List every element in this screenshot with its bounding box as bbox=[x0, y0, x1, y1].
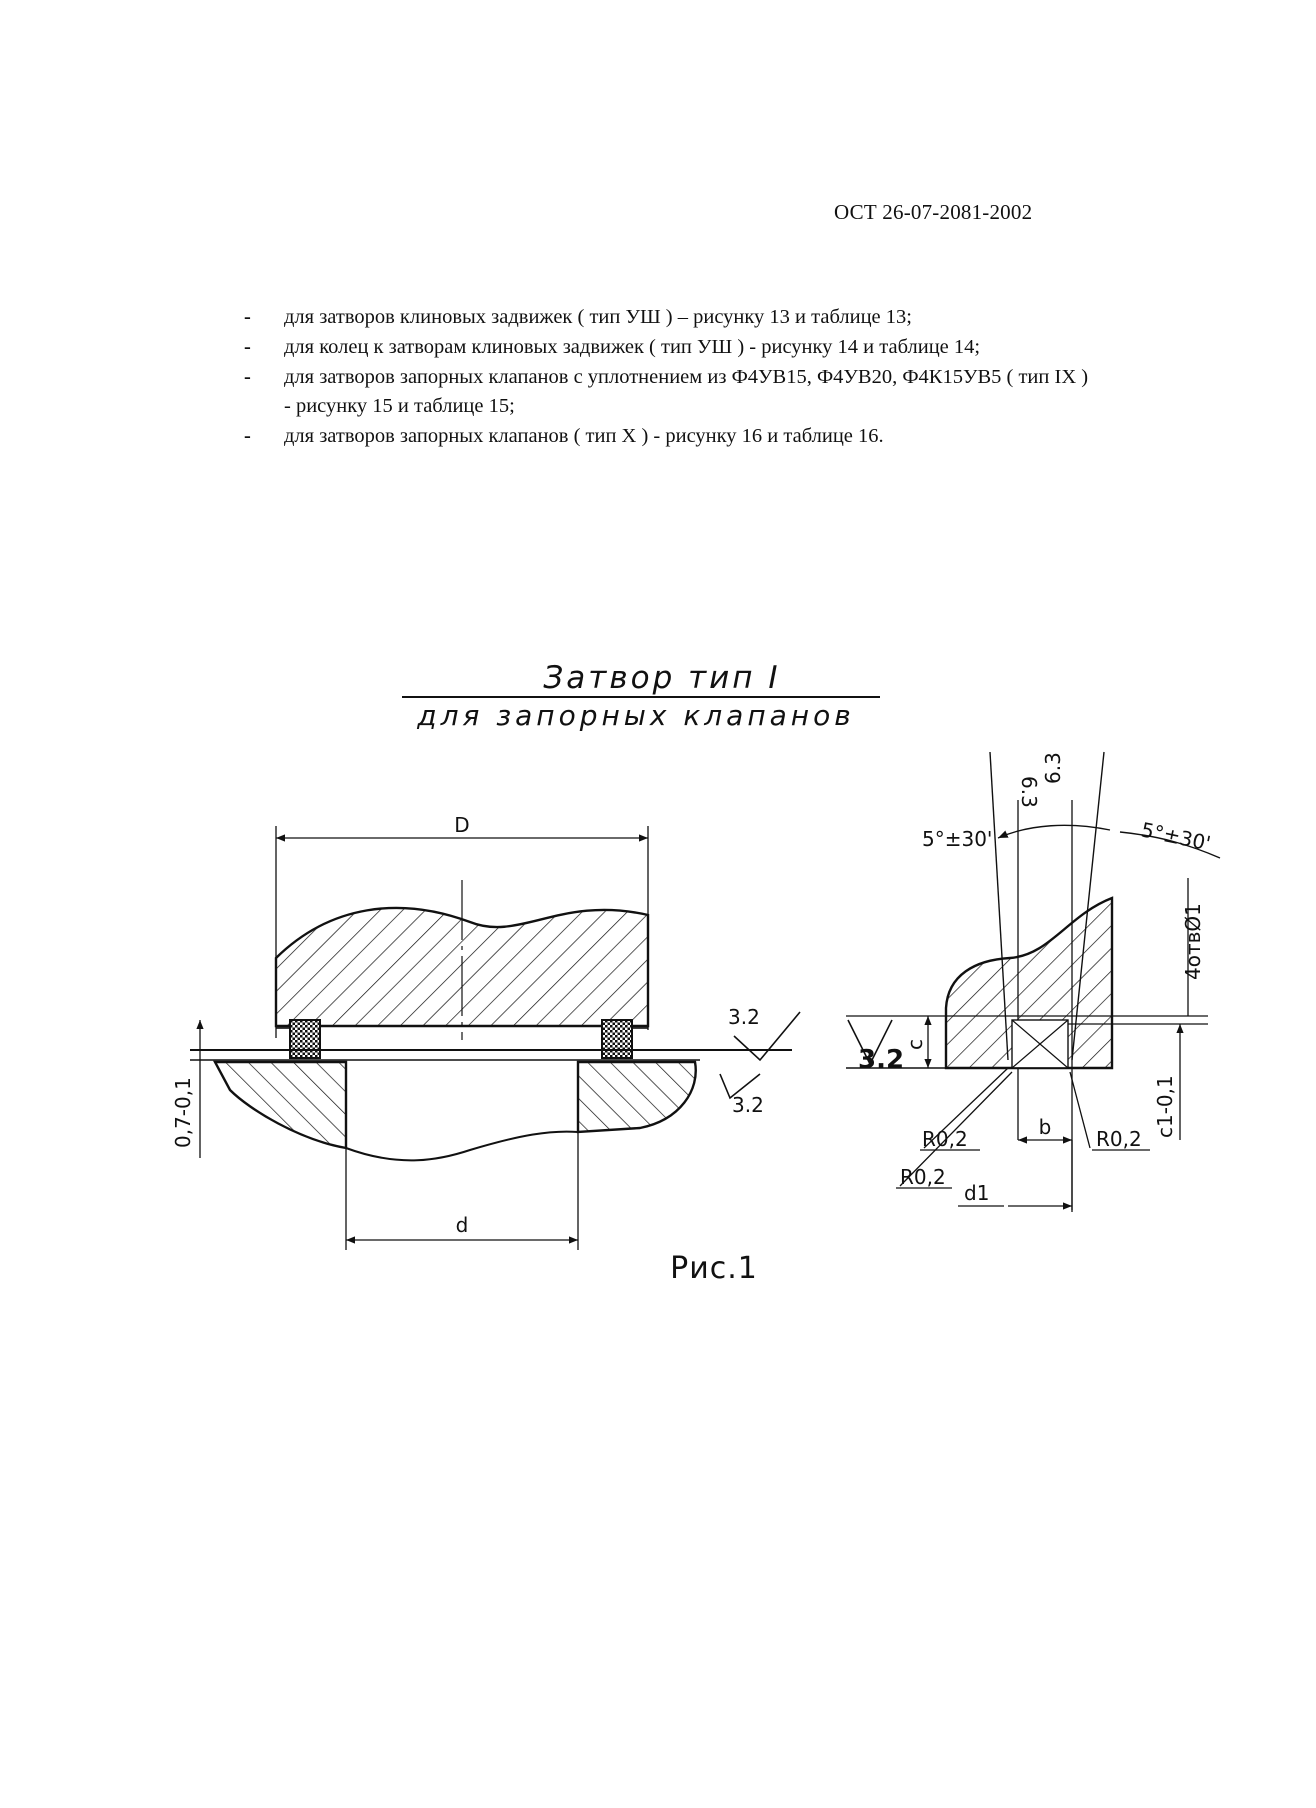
roughness-bottom-label: 3.2 bbox=[732, 1093, 764, 1117]
roughness-main-label: 3.2 bbox=[858, 1045, 905, 1075]
roughness-left-label: 6.3 bbox=[1017, 776, 1041, 808]
list-item: - для колец к затворам клиновых задвижек ( тип УШ ) - рисунку 14 и таблице 14; bbox=[240, 333, 1100, 362]
right-view bbox=[846, 752, 1220, 1212]
dim-c-tol-label: c1-0,1 bbox=[1153, 1075, 1177, 1138]
radius-1-label: R0,2 bbox=[922, 1127, 968, 1151]
angle-left-label: 5°±30' bbox=[922, 827, 993, 851]
radius-3-label: R0,2 bbox=[900, 1165, 946, 1189]
list-item: - для затворов запорных клапанов с уплотнением из Ф4УВ15, Ф4УВ20, Ф4К15УВ5 ( тип IX ) - рисунку 15 и таблице 15; bbox=[240, 363, 1100, 421]
list-item: - для затворов клиновых задвижек ( тип УШ ) – рисунку 13 и таблице 13; bbox=[240, 303, 1100, 332]
roughness-top-label: 3.2 bbox=[728, 1005, 760, 1029]
dim-D-label: D bbox=[454, 813, 470, 837]
dim-d1-label: d1 bbox=[964, 1181, 990, 1205]
left-view bbox=[171, 813, 800, 1250]
angle-right-label: 5°±30' bbox=[1138, 817, 1213, 856]
figure-subtitle: для запорных клапанов bbox=[417, 699, 855, 732]
tolerance-right-label: 4отвØ1 bbox=[1181, 903, 1205, 980]
dim-d-label: d bbox=[455, 1213, 469, 1237]
figure-title: Затвор тип I bbox=[543, 660, 781, 696]
list-item: - для затворов запорных клапанов ( тип X ) - рисунку 16 и таблице 16. bbox=[240, 422, 1100, 451]
dim-c-label: c bbox=[903, 1039, 927, 1050]
figure-caption: Рис.1 bbox=[670, 1251, 758, 1286]
dim-b-label: b bbox=[1038, 1115, 1052, 1139]
radius-2-label: R0,2 bbox=[1096, 1127, 1142, 1151]
dim-thickness-label: 0,7-0,1 bbox=[171, 1077, 195, 1148]
document-code: ОСТ 26-07-2081-2002 bbox=[834, 200, 1033, 224]
roughness-right-label: 6.3 bbox=[1041, 752, 1065, 784]
